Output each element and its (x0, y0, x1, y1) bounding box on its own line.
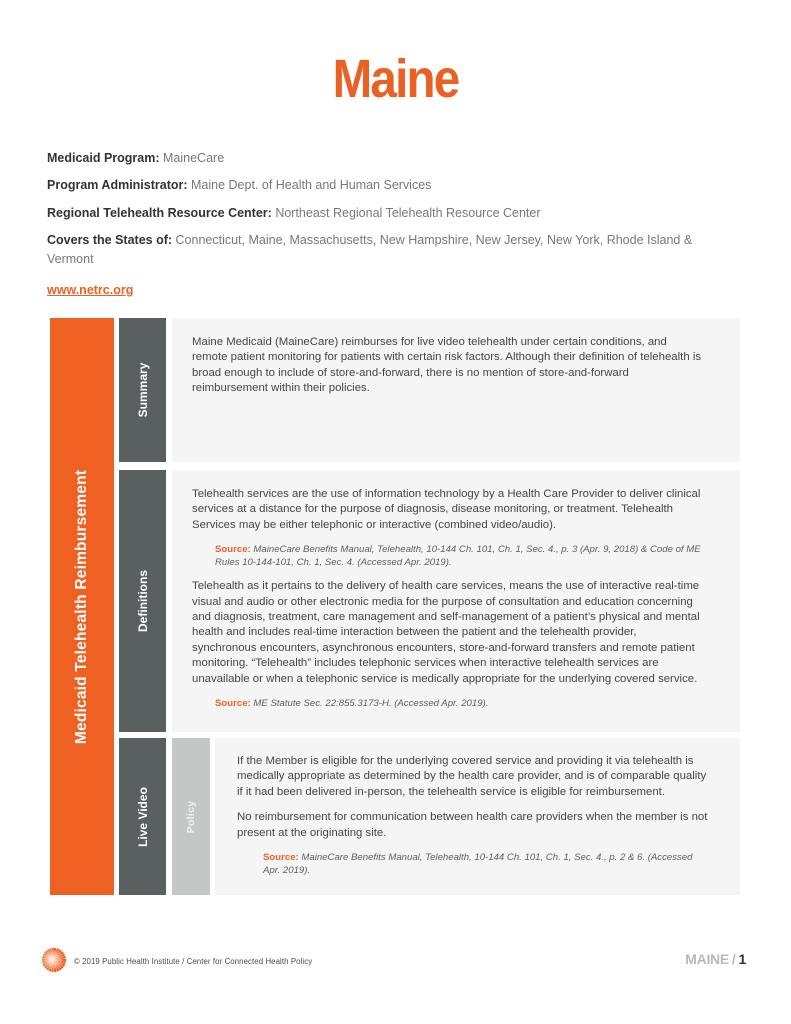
header-info (47, 149, 715, 299)
field-covers-states-value: Connecticut, Maine, Massachusetts, New Hampshire, New Jersey, New York, Rhode Island & Vermont (47, 232, 693, 266)
source-citation: MaineCare Benefits Manual, Telehealth, 10-144 Ch. 101, Ch. 1, Sec. 4., p. 3 (Apr. 9, 2018) & Code of ME Rules 10-144-101, Ch. 1, Sec. 4. (Accessed Apr. 2019). (215, 544, 701, 569)
field-covers-states (47, 231, 715, 269)
live-video-section (119, 738, 740, 895)
category-label: Medicaid Telehealth Reimbursement (73, 469, 90, 744)
field-medicaid-program-value: MaineCare (163, 151, 225, 165)
live-video-source (263, 851, 710, 877)
subtab-policy-label: Policy (185, 800, 197, 833)
tab-summary (119, 318, 166, 462)
source-label: Source: (215, 698, 251, 710)
summary-paragraph: Maine Medicaid (MaineCare) reimburses for live video telehealth under certain conditions, and remote patient monitoring for patients with certain risk factors. Although their definition of telehealth is broad enough to include of store-and-forward, there is no mention of store-and-forward reimbursement within their policies. (192, 336, 702, 395)
field-regional-resource-center (47, 204, 715, 223)
tab-live-video (119, 738, 166, 895)
definitions-paragraph-2: Telehealth as it pertains to the delivery of health care services, means the use of interactive real-time visual and audio or other electronic media for the purpose of consultation and education concerning and diagnosis, treatment, care management and self-management of a patient’s physical and mental health and includes real-time interaction between the patient and the telehealth provider, synchronous encounters, asynchronous encounters, store-and-forward transfers and remote patient monitoring. “Telehealth” includes telephonic services when interactive telehealth services are unavailable or when a telephonic service is medically appropriate for the underlying covered service. (192, 580, 700, 685)
page-title-text: Maine (332, 49, 459, 109)
field-regional-resource-center-value: Northeast Regional Telehealth Resource Center (275, 205, 541, 220)
footer-separator: / (731, 951, 736, 967)
source-citation: MaineCare Benefits Manual, Telehealth, 10-144 Ch. 101, Ch. 1, Sec. 4., p. 2 & 6. (Accessed Apr. 2019). (263, 852, 693, 877)
definitions-source-2 (215, 697, 702, 710)
page-title (0, 48, 791, 110)
footer-copyright: © 2019 Public Health Institute / Center for Connected Health Policy (74, 957, 313, 966)
field-program-administrator-value: Maine Dept. of Health and Human Services (191, 178, 432, 193)
source-label: Source: (263, 852, 299, 864)
field-medicaid-program-label: Medicaid Program: (47, 151, 160, 165)
summary-content (172, 318, 740, 462)
definitions-source-1 (215, 543, 702, 569)
live-video-paragraph-2: No reimbursement for communication between health care providers when the member is not present at the originating site. (237, 811, 708, 839)
definitions-section (119, 470, 740, 732)
footer-page-number: 1 (738, 951, 746, 967)
field-program-administrator (47, 176, 715, 195)
field-program-administrator-label: Program Administrator: (47, 178, 188, 193)
definitions-content (172, 470, 740, 732)
source-citation: ME Statute Sec. 22:855.3173-H. (Accessed Apr. 2019). (253, 698, 489, 710)
definitions-paragraph-1: Telehealth services are the use of information technology by a Health Care Provider to deliver clinical services at a distance for the purpose of diagnosis, disease monitoring, or treatment. Telehealth Services may be either telephonic or interactive (combined video/audio). (192, 488, 701, 531)
category-bar (50, 318, 114, 895)
live-video-paragraph-1: If the Member is eligible for the underlying covered service and providing it via telehealth is medically appropriate as determined by the health care provider, and is of comparable quality if it had been delivered in-person, the telehealth service is eligible for reimbursement. (237, 755, 707, 798)
live-video-content (215, 738, 740, 895)
tab-definitions-label: Definitions (135, 570, 150, 632)
subtab-policy (172, 738, 210, 895)
footer-state-name: MAINE (685, 951, 729, 967)
field-regional-resource-center-label: Regional Telehealth Resource Center: (47, 205, 272, 220)
netrc-website-link[interactable]: www.netrc.org (47, 282, 134, 297)
reimbursement-table (50, 318, 740, 895)
tab-summary-label: Summary (135, 362, 150, 418)
phi-sunburst-logo-icon (42, 948, 66, 972)
tab-definitions (119, 470, 166, 732)
footer-page-indicator (685, 951, 746, 967)
field-medicaid-program (47, 149, 715, 168)
field-covers-states-label: Covers the States of: (47, 232, 173, 247)
source-label: Source: (215, 544, 251, 556)
summary-section (119, 318, 740, 462)
tab-live-video-label: Live Video (135, 786, 150, 847)
